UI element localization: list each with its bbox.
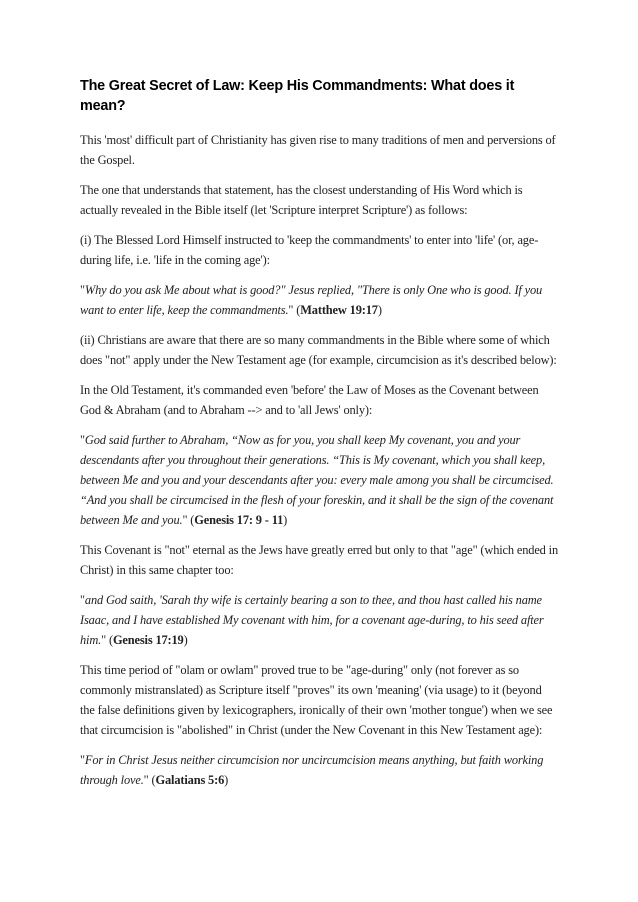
quote-text: For in Christ Jesus neither circumcision nor uncircumcision means anything, but faith working through love. (80, 753, 544, 787)
quote-text: God said further to Abraham, “Now as for you, you shall keep My covenant, you and your descendants after you throughout their generations. “This is My covenant, which you shall keep, between Me and you and your descendants after you: every male among you shall be circumcised. “And you shall be circumcised in the flesh of your foreskin, and it shall be the sign of the covenant between Me and you. (80, 433, 554, 527)
paragraph-understanding: The one that understands that statement, has the closest understanding of His Word which is actually revealed in the Bible itself (let 'Scripture interpret Scripture') as follows: (80, 183, 523, 217)
quote-punct: " ( (182, 513, 195, 527)
quote-open-mark: " (80, 433, 85, 447)
paragraph-point-ii: (ii) Christians are aware that there are so many commandments in the Bible where some of which does "not" apply under the New Testament age (for example, circumcision as it's described below): (80, 333, 557, 367)
paragraph-point-i: (i) The Blessed Lord Himself instructed to 'keep the commandments' to enter into 'life' (or, age-during life, i.e. 'life in the coming age'): (80, 233, 539, 267)
quote-matthew (80, 280, 558, 320)
scripture-reference: Genesis 17: 9 - 11 (194, 513, 284, 527)
scripture-reference: Genesis 17:19 (112, 633, 184, 647)
document-title: The Great Secret of Law: Keep His Commandments: What does it mean? (80, 78, 515, 114)
quote-text: and God saith, 'Sarah thy wife is certainly bearing a son to thee, and thou hast called his name Isaac, and I have established My covenant with him, for a covenant age-during, to his seed after him. (80, 593, 544, 647)
scripture-reference: Matthew 19:17 (300, 303, 378, 317)
paragraph-olam: This time period of "olam or owlam" proved true to be "age-during" only (not forever as so commonly mistranslated) as Scripture itself "proves" its own 'meaning' (via usage) to it (beyond the false definitions given by lexicographers, ironically of their own 'mother tongue') when we see that circumcision is "abolished" in Christ (under the New Covenant in this New Testament age): (80, 663, 553, 737)
paragraph-intro: This 'most' difficult part of Christianity has given rise to many traditions of men and perversions of the Gospel. (80, 133, 556, 167)
quote-genesis-17-9 (80, 430, 558, 530)
quote-close-paren: ) (183, 633, 188, 647)
scripture-reference: Galatians 5:6 (155, 773, 225, 787)
quote-open-mark: " (80, 753, 85, 767)
quote-punct: " ( (288, 303, 301, 317)
quote-galatians (80, 750, 558, 790)
quote-text: Why do you ask Me about what is good?" Jesus replied, "There is only One who is good. If you want to enter life, keep the commandments. (80, 283, 543, 317)
quote-punct: " ( (143, 773, 156, 787)
quote-close-paren: ) (377, 303, 382, 317)
quote-open-mark: " (80, 283, 85, 297)
quote-punct: " ( (101, 633, 113, 647)
quote-close-paren: ) (283, 513, 288, 527)
quote-genesis-17-19 (80, 590, 558, 650)
paragraph-old-testament: In the Old Testament, it's commanded even 'before' the Law of Moses as the Covenant between God & Abraham (and to Abraham --> and to 'all Jews' only): (80, 383, 539, 417)
quote-close-paren: ) (224, 773, 229, 787)
paragraph-covenant-not-eternal: This Covenant is "not" eternal as the Jews have greatly erred but only to that "age" (which ended in Christ) in this same chapter too: (80, 543, 559, 577)
quote-open-mark: " (80, 593, 85, 607)
